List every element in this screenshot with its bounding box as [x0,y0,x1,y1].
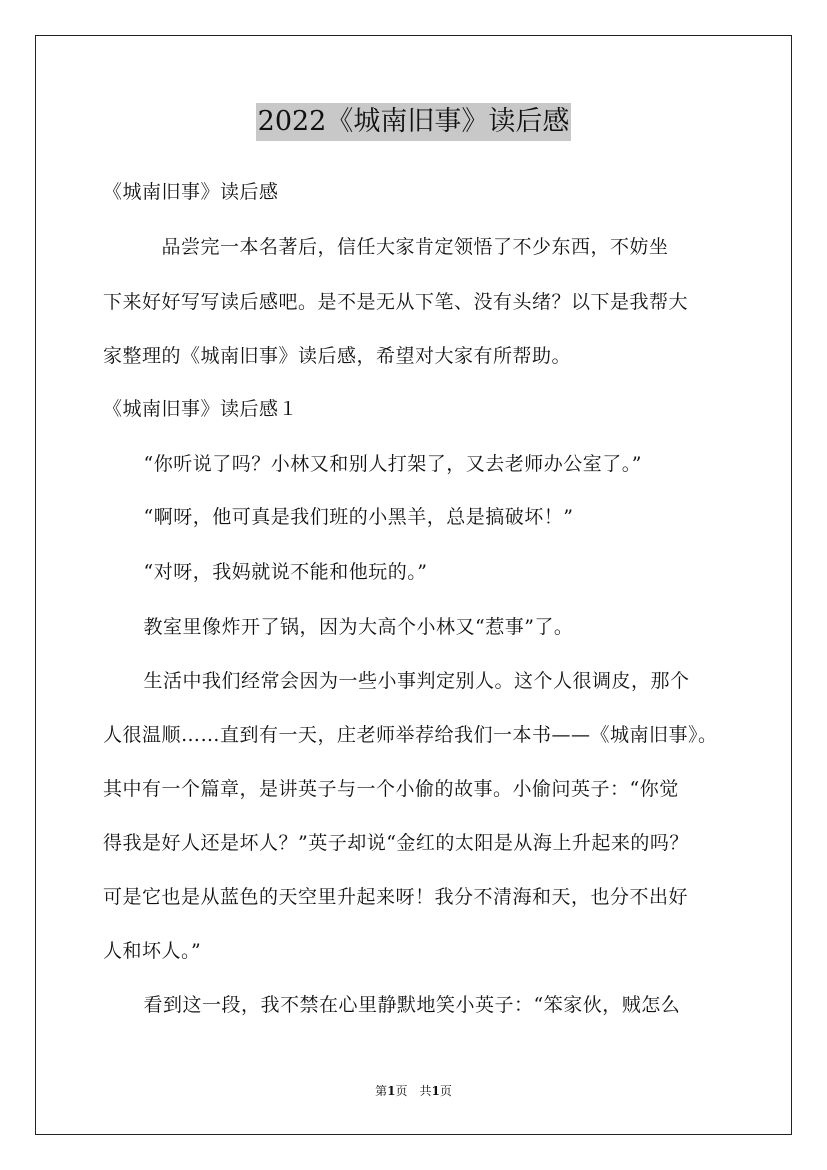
paragraph-line: 得我是好人还是坏人？”英子却说“金红的太阳是从海上升起来的吗？ [103,832,689,854]
paragraph-line: 人很温顺……直到有一天，庄老师举荐给我们一本书——《城南旧事》。 [103,724,718,746]
section-heading: 《城南旧事》读后感１ [103,398,299,420]
footer-page-number: 1 [387,1084,396,1098]
paragraph-line: “对呀，我妈就说不能和他玩的。” [124,561,428,583]
title-container [0,103,827,141]
footer-suffix: 页 [439,1084,452,1098]
paragraph-line: 下来好好写写读后感吧。是不是无从下笔、没有头绪？以下是我帮大 [103,291,689,313]
paragraph-line: 人和坏人。” [103,940,202,962]
document-title: 2022《城南旧事》读后感 [256,103,572,141]
paragraph-line: 品尝完一本名著后，信任大家肯定领悟了不少东西，不妨坐 [103,236,669,258]
paragraph-line: 可是它也是从蓝色的天空里升起来呀！我分不清海和天，也分不出好 [103,886,689,908]
paragraph-line: 看到这一段，我不禁在心里静默地笑小英子：“笨家伙，贼怎么 [124,994,681,1016]
paragraph-line: 教室里像炸开了锅，因为大高个小林又“惹事”了。 [124,616,574,638]
subtitle-line: 《城南旧事》读后感 [103,181,279,203]
footer-middle: 页 共 [395,1084,432,1098]
page-footer [0,1083,827,1099]
paragraph-line: 家整理的《城南旧事》读后感，希望对大家有所帮助。 [103,345,572,367]
paragraph-line: “啊呀，他可真是我们班的小黑羊，总是搞破坏！” [124,506,574,528]
paragraph-line: 生活中我们经常会因为一些小事判定别人。这个人很调皮，那个 [124,670,690,692]
paragraph-line: 其中有一个篇章，是讲英子与一个小偷的故事。小偷问英子：“你觉 [103,778,679,800]
footer-total-pages: 1 [431,1084,440,1098]
footer-prefix: 第 [375,1084,388,1098]
paragraph-line: “你听说了吗？小林又和别人打架了，又去老师办公室了。” [124,453,642,475]
